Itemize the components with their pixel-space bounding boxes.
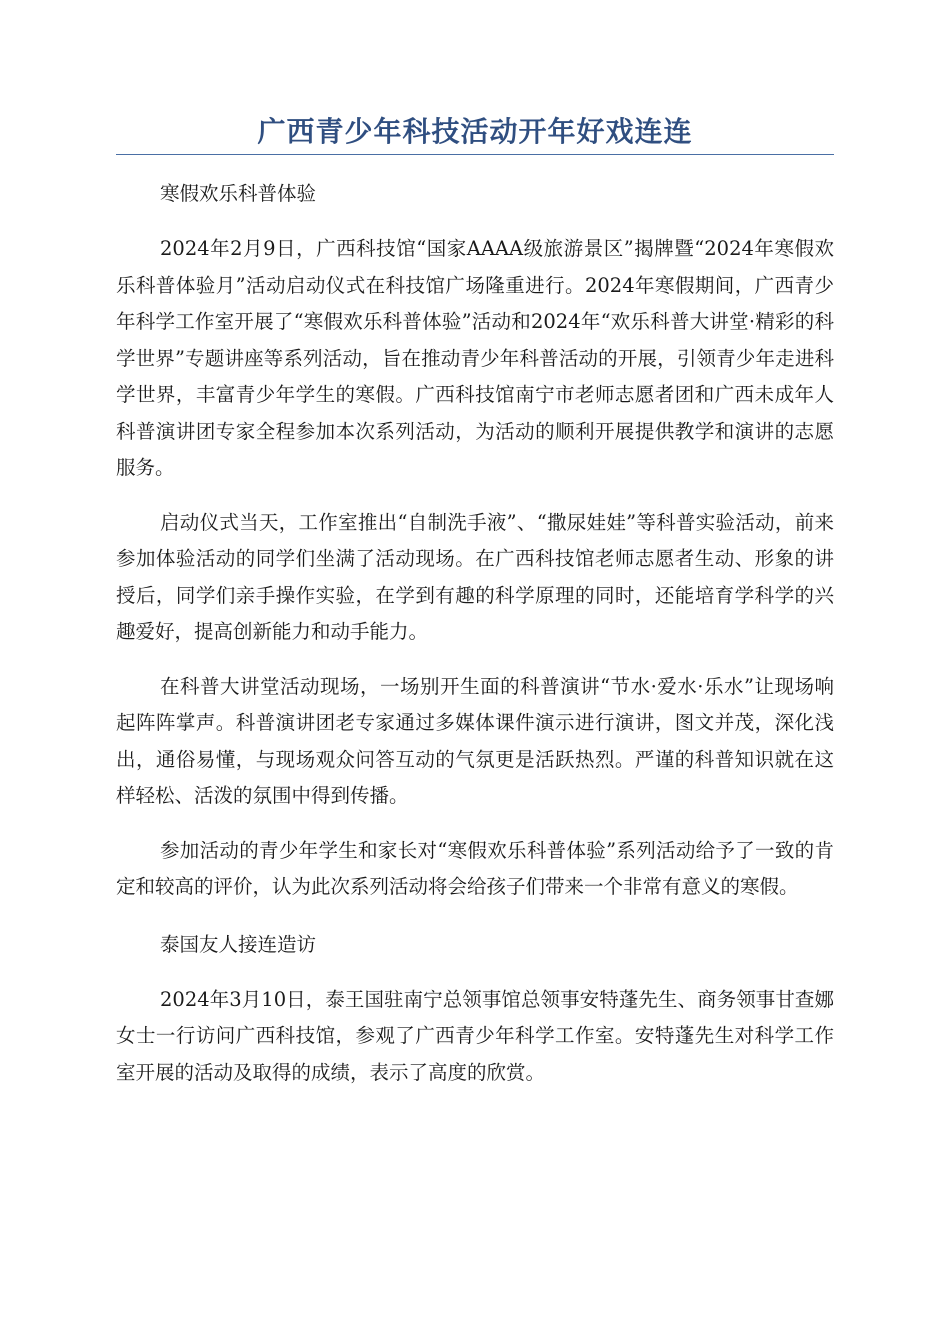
section-winter: [116, 177, 834, 906]
paragraph: 在科普大讲堂活动现场，一场别开生面的科普演讲“节水·爱水·乐水”让现场响起阵阵掌声。科普演讲团老专家通过多媒体课件演示进行演讲，图文并茂，深化浅出，通俗易懂，与现场观众问答互动的气氛更是活跃热烈。严谨的科普知识就在这样轻松、活泼的氛围中得到传播。: [116, 674, 834, 807]
section-heading: 泰国友人接连造访: [160, 932, 317, 956]
page-title: 广西青少年科技活动开年好戏连连: [116, 112, 834, 155]
paragraph: 启动仪式当天，工作室推出“自制洗手液”、“撒尿娃娃”等科普实验活动，前来参加体验活动的同学们坐满了活动现场。在广西科技馆老师志愿者生动、形象的讲授后，同学们亲手操作实验，在学到有趣的科学原理的同时，还能培育学科学的兴趣爱好，提高创新能力和动手能力。: [116, 510, 834, 643]
section-thailand: [116, 928, 834, 1092]
document-page: [116, 112, 834, 1091]
paragraph: 2024年3月10日，泰王国驻南宁总领事馆总领事安特蓬先生、商务领事甘查娜女士一行访问广西科技馆，参观了广西青少年科学工作室。安特蓬先生对科学工作室开展的活动及取得的成绩，表示了高度的欣赏。: [116, 987, 834, 1084]
paragraph: 2024年2月9日，广西科技馆“国家AAAA级旅游景区”揭牌暨“2024年寒假欢乐科普体验月”活动启动仪式在科技馆广场隆重进行。2024年寒假期间，广西青少年科学工作室开展了“寒假欢乐科普体验”活动和2024年“欢乐科普大讲堂·精彩的科学世界”专题讲座等系列活动，旨在推动青少年科普活动的开展，引领青少年走进科学世界，丰富青少年学生的寒假。广西科技馆南宁市老师志愿者团和广西未成年人科普演讲团专家全程参加本次系列活动，为活动的顺利开展提供教学和演讲的志愿服务。: [116, 237, 834, 479]
paragraph: 参加活动的青少年学生和家长对“寒假欢乐科普体验”系列活动给予了一致的肯定和较高的评价，认为此次系列活动将会给孩子们带来一个非常有意义的寒假。: [116, 838, 834, 898]
section-heading: 寒假欢乐科普体验: [160, 182, 317, 205]
